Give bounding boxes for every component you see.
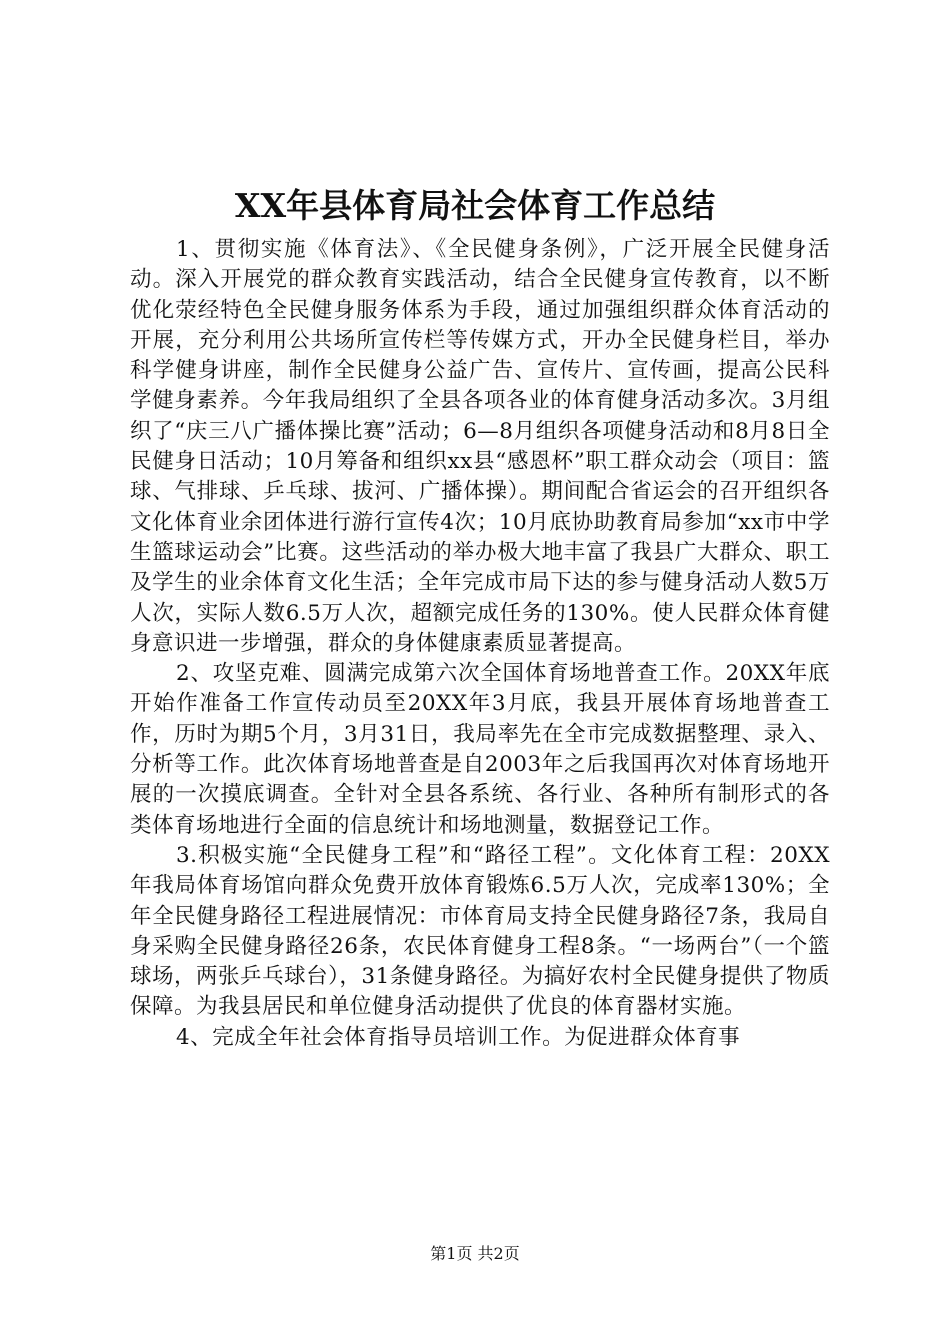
- paragraph-4: 4、完成全年社会体育指导员培训工作。为促进群众体育事: [176, 1024, 741, 1050]
- paragraph-1: 1、贯彻实施《体育法》、《全民健身条例》，广泛开展全民健身活动。深入开展党的群众教育实践活动，结合全民健身宣传教育，以不断优化荥经特色全民健身服务体系为手段，通过加强组织群众体育活动的开展，充分利用公共场所宣传栏等传媒方式，开办全民健身栏目，举办科学健身讲座，制作全民健身公益广告、宣传片、宣传画，提高公民科学健身素养。今年我局组织了全县各项各业的体育健身活动多次。3月组织了“庆三八广播体操比赛”活动；6—8月组织各项健身活动和8月8日全民健身日活动；10月筹备和组织xx县“感恩杯”职工群众动会（项目：篮球、气排球、乒乓球、拔河、广播体操）。期间配合省运会的召开组织各文化体育业余团体进行游行宣传4次；10月底协助教育局参加“xx市中学生篮球运动会”比赛。这些活动的举办极大地丰富了我县广大群众、职工及学生的业余体育文化生活；全年完成市局下达的参与健身活动人数5万人次，实际人数6.5万人次，超额完成任务的130%。使人民群众体育健身意识进一步增强，群众的身体健康素质显著提高。: [130, 237, 830, 656]
- document-title: XX年县体育局社会体育工作总结: [234, 186, 716, 225]
- paragraph-2: 2、攻坚克难、圆满完成第六次全国体育场地普查工作。20XX年底开始作准备工作宣传动员至20XX年3月底，我县开展体育场地普查工作，历时为期5个月，3月31日，我局率先在全市完成数据整理、录入、分析等工作。此次体育场地普查是自2003年之后我国再次对体育场地开展的一次摸底调查。全针对全县各系统、各行业、各种所有制形式的各类体育场地进行全面的信息统计和场地测量，数据登记工作。: [130, 661, 830, 838]
- paragraph-3: 3.积极实施“全民健身工程”和“路径工程”。文化体育工程：20XX年我局体育场馆向群众免费开放体育锻炼6.5万人次，完成率130%；全年全民健身路径工程进展情况：市体育局支持全民健身路径7条，我局自身采购全民健身路径26条，农民体育健身工程8条。“一场两台”（一个篮球场，两张乒乓球台），31条健身路径。为搞好农村全民健身提供了物质保障。为我县居民和单位健身活动提供了优良的体育器材实施。: [130, 842, 830, 1020]
- page-footer: 第1页 共2页: [430, 1244, 520, 1263]
- document-body: [130, 235, 830, 1053]
